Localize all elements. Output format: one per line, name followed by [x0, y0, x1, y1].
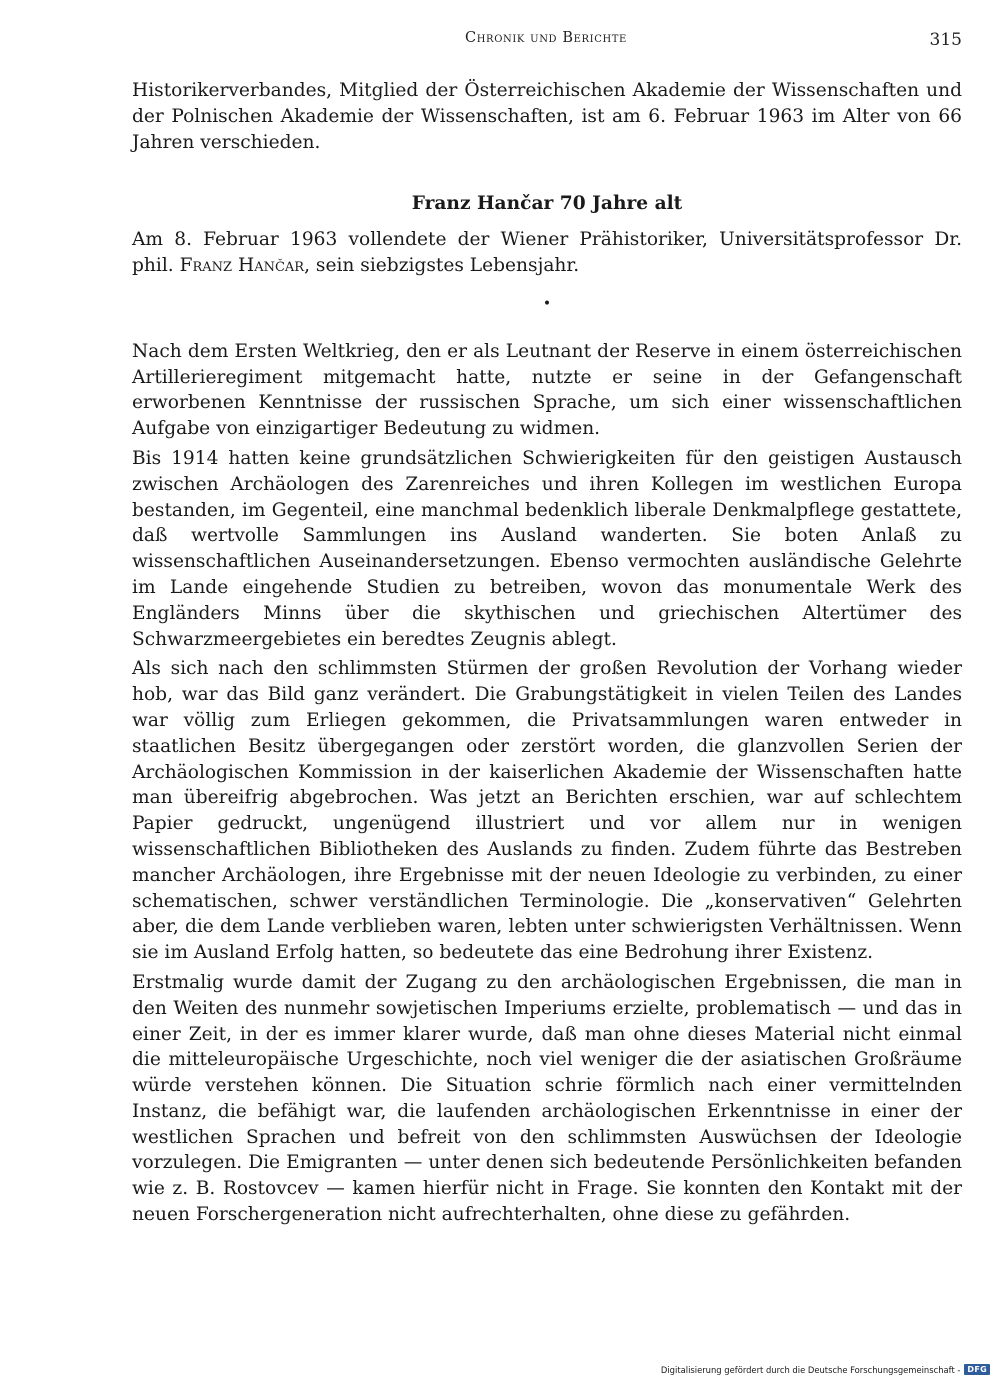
- running-header: [130, 30, 962, 54]
- body-text: [132, 78, 962, 1232]
- article-heading: Franz Hančar 70 Jahre alt: [411, 193, 683, 215]
- paragraph-3: Als sich nach den schlimmsten Stürmen der großen Revolution der Vorhang wieder hob, war das Bild ganz verändert. Die Grabungstätigkeit in vielen Teilen des Landes war völlig zum Erliegen gekommen, die Privatsammlungen waren entweder in staatlichen Besitz übergegangen oder zerstört worden, die glanzvollen Serien der Archäologischen Kommission in der kaiserlichen Akademie der Wissenschaften hatte man übereifrig abgebrochen. Was jetzt an Berichten erschien, war auf schlechtem Papier gedruckt, ungenügend illustriert und vor allem nur in wenigen wissenschaftlichen Bibliotheken des Auslands zu finden. Zudem führte das Bestreben mancher Archäologen, ihre Ergebnisse mit der neuen Ideologie zu verbinden, zu einer schematischen, schwer verständlichen Terminologie. Die „konservativen“ Gelehrten aber, die dem Lande verblieben waren, lebten unter schwierigsten Verhältnissen. Wenn sie im Ausland Erfolg hatten, so bedeutete das eine Bedrohung ihrer Existenz.: [132, 658, 962, 964]
- section-separator: •: [542, 295, 552, 312]
- lead-text-after: , sein siebzigstes Lebensjahr.: [304, 254, 580, 276]
- paragraph-2: Bis 1914 hatten keine grundsätzlichen Schwierigkeiten für den geistigen Austausch zwischen Archäologen des Zarenreiches und ihren Kollegen im westlichen Europa bestanden, im Gegenteil, eine manchmal bedenklich liberale Denkmalpflege gestattete, daß wertvolle Sammlungen ins Ausland wanderten. Sie boten Anlaß zu wissenschaftlichen Auseinandersetzungen. Ebenso vermochten ausländische Gelehrte im Lande eingehende Studien zu betreiben, wovon das monumentale Werk des Engländers Minns über die skythischen und griechischen Altertümer des Schwarzmeergebietes ein beredtes Zeugnis ablegt.: [132, 447, 962, 650]
- credit-text: Digitalisierung gefördert durch die Deutsche Forschungsgemeinschaft -: [660, 1364, 961, 1375]
- paragraph-1: Nach dem Ersten Weltkrieg, den er als Leutnant der Reserve in einem österreichischen Artillerieregiment mitgemacht hatte, nutzte er seine in der Gefangenschaft erworbenen Kenntnisse der russischen Sprache, um sich einer wissenschaftlichen Aufgabe von einzigartiger Bedeutung zu widmen.: [132, 340, 962, 440]
- honoree-name: Franz Hančar: [179, 254, 305, 276]
- lead-text-before: Am 8. Februar 1963 vollendete der Wiener Prähistoriker, Universitätsprofessor Dr. phil.: [132, 229, 962, 276]
- paragraph-4: Erstmalig wurde damit der Zugang zu den archäologischen Ergebnissen, die man in den Weiten des nunmehr sowjetischen Imperiums erzielte, problematisch — und das in einer Zeit, in der es immer klarer wurde, daß man ohne dieses Material nicht einmal die mitteleuropäische Urgeschichte, noch viel weniger die der asiatischen Großräume würde verstehen können. Die Situation schrie förmlich nach einer vermittelnden Instanz, die befähigt war, die laufenden archäologischen Erkenntnisse in einer der westlichen Sprachen und befreit von den schlimmsten Auswüchsen der Ideologie vorzulegen. Die Emigranten — unter denen sich bedeutende Persönlichkeiten befanden wie z. B. Rostovcev — kamen hierfür nicht in Frage. Sie konnten den Kontakt mit der neuen Forschergeneration nicht aufrechterhalten, ohne diese zu gefährden.: [132, 971, 962, 1226]
- intro-paragraph: Historikerverbandes, Mitglied der Österreichischen Akademie der Wissenschaften und der Polnischen Akademie der Wissenschaften, ist am 6. Februar 1963 im Alter von 66 Jahren verschieden.: [132, 80, 962, 153]
- running-title: Chronik und Berichte: [465, 30, 627, 46]
- page-number: 315: [929, 30, 962, 50]
- digitization-credit: [661, 1364, 990, 1375]
- lead-paragraph: [132, 227, 962, 279]
- dfg-logo: DFG: [964, 1364, 990, 1375]
